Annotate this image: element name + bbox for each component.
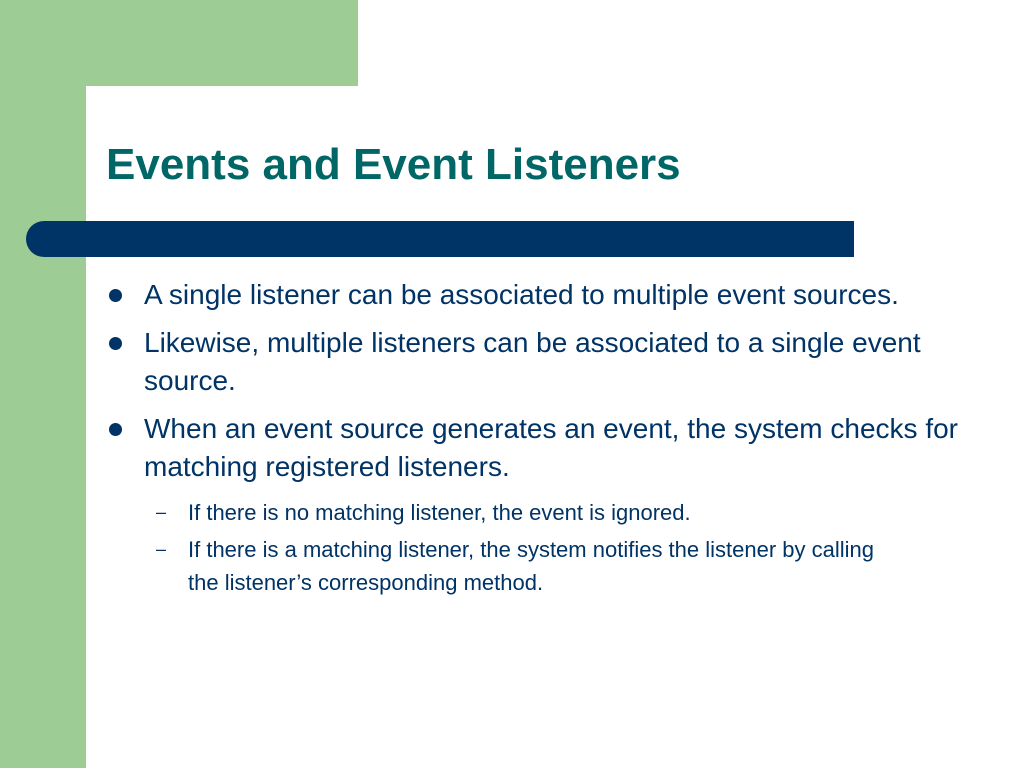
bullet-item (106, 410, 966, 486)
bullet-text: A single listener can be associated to multiple event sources. (144, 279, 899, 310)
bullet-text: Likewise, multiple listeners can be associated to a single event source. (144, 327, 921, 396)
decorative-green-band-top (0, 0, 358, 86)
sub-bullet-text: If there is no matching listener, the event is ignored. (188, 500, 691, 525)
dash-icon: – (156, 502, 167, 522)
slide-title: Events and Event Listeners (106, 140, 681, 189)
decorative-green-band-left (0, 0, 86, 768)
title-underline-bar (26, 221, 854, 257)
bullet-text: When an event source generates an event, the system checks for matching registered listeners. (144, 413, 958, 482)
bullet-dot-icon (109, 337, 122, 350)
bullet-dot-icon (109, 289, 122, 302)
dash-icon: – (156, 539, 167, 559)
bullet-item (106, 276, 966, 314)
slide-content (106, 276, 966, 603)
bullet-item (106, 324, 966, 400)
sub-bullet-item (106, 496, 908, 529)
sub-bullet-text: If there is a matching listener, the system notifies the listener by calling the listener’s corresponding method. (188, 537, 874, 595)
bullet-dot-icon (109, 423, 122, 436)
sub-bullet-item (106, 533, 908, 599)
